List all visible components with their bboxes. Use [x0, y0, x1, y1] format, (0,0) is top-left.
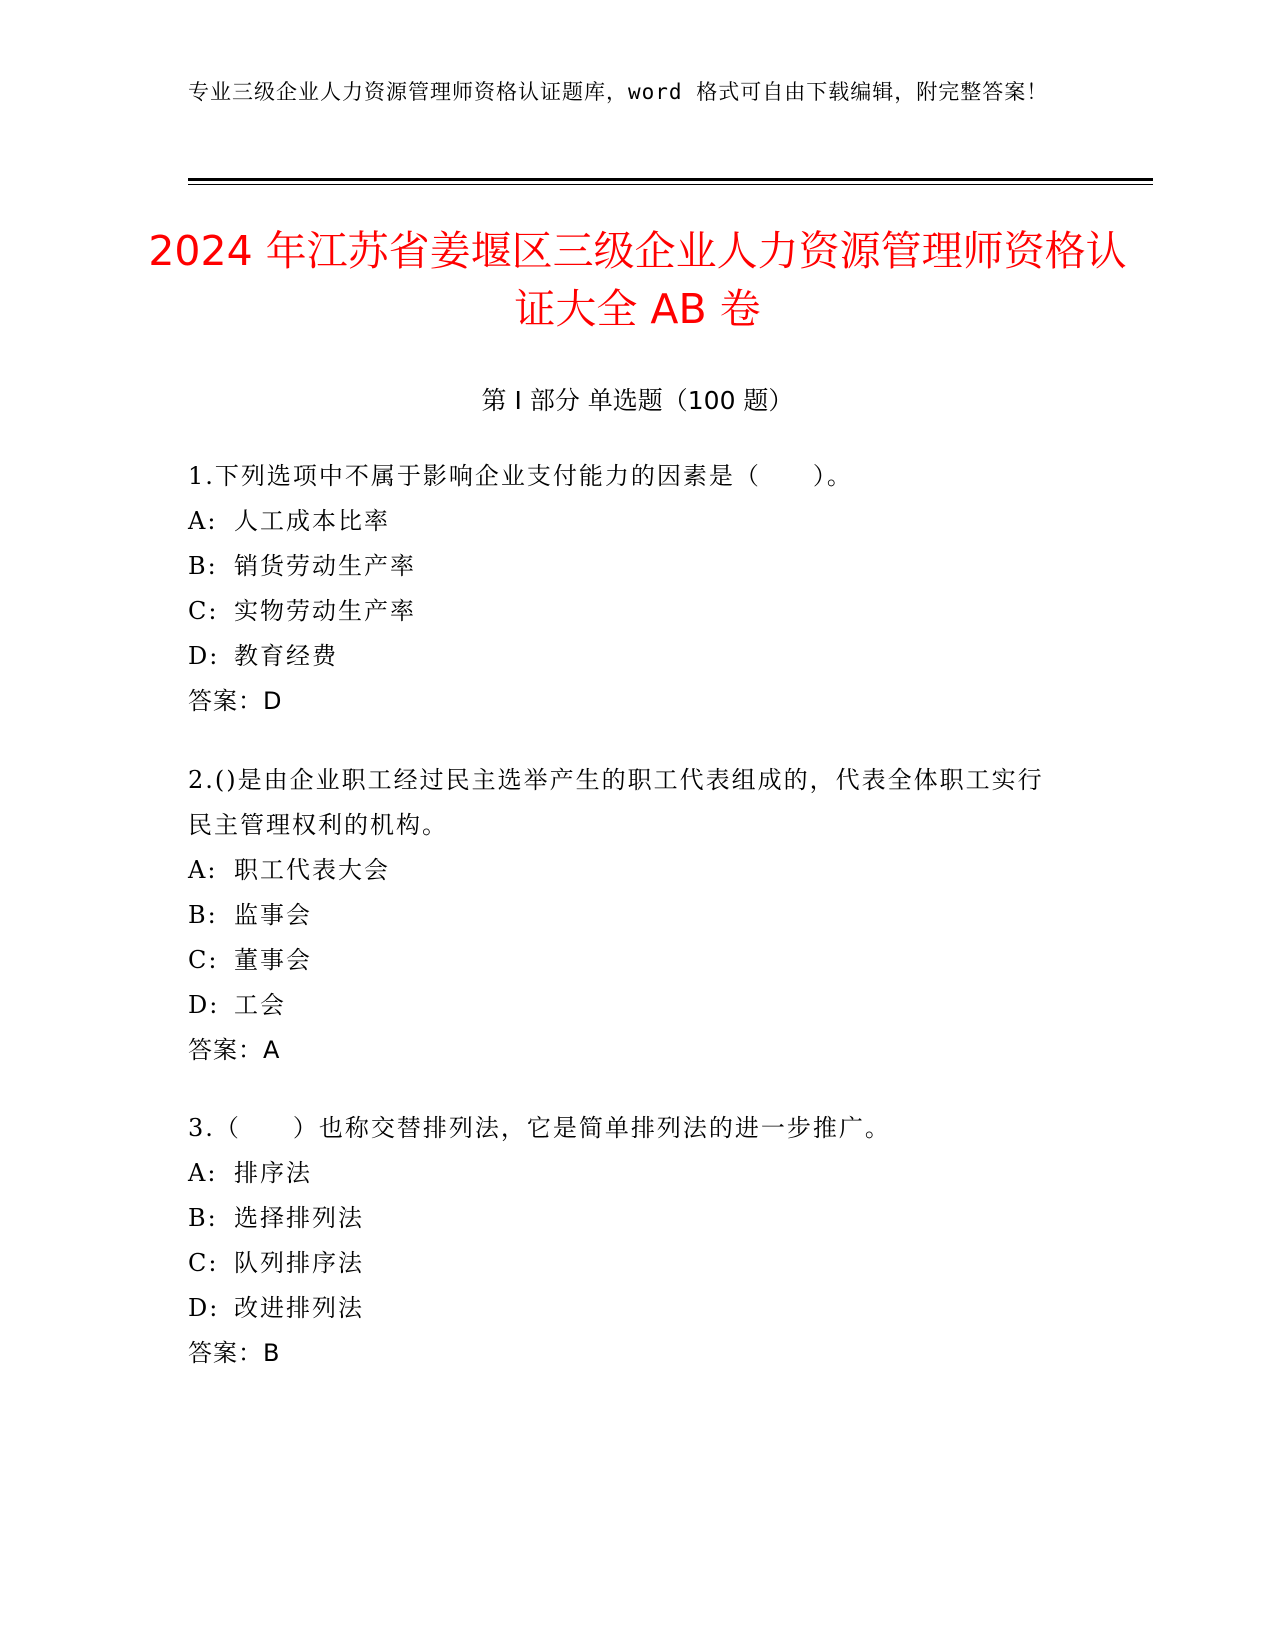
answer: 答案：B: [188, 1339, 281, 1367]
option-text: 排序法: [234, 1159, 312, 1187]
question-1: [188, 454, 1068, 724]
option-c: [188, 589, 1068, 634]
option-d: [188, 983, 1068, 1028]
option-text: 职工代表大会: [234, 856, 390, 884]
option-key: C:: [188, 1249, 219, 1277]
option-key: B:: [188, 552, 218, 580]
option-b: [188, 893, 1068, 938]
document-title: 2024 年江苏省姜堰区三级企业人力资源管理师资格认证大全 AB 卷: [148, 227, 1127, 333]
option-text: 实物劳动生产率: [234, 597, 416, 625]
question-stem: 1.下列选项中不属于影响企业支付能力的因素是（ ）。: [188, 462, 853, 490]
option-key: A:: [188, 507, 218, 535]
section-title: 第 I 部分 单选题（100 题）: [481, 386, 794, 415]
answer: 答案：D: [188, 687, 283, 715]
question-stem: 3.（ ）也称交替排列法，它是简单排列法的进一步推广。: [188, 1114, 891, 1142]
option-c: [188, 1241, 1068, 1286]
option-key: B:: [188, 1204, 218, 1232]
option-key: A:: [188, 1159, 218, 1187]
option-text: 董事会: [234, 946, 312, 974]
option-b: [188, 544, 1068, 589]
header-note: 专业三级企业人力资源管理师资格认证题库，word 格式可自由下载编辑，附完整答案！: [188, 80, 1049, 104]
option-d: [188, 1286, 1068, 1331]
question-2: [188, 758, 1068, 1073]
option-key: B:: [188, 901, 218, 929]
option-key: C:: [188, 946, 219, 974]
option-a: [188, 499, 1068, 544]
option-a: [188, 848, 1068, 893]
question-stem: 2.()是由企业职工经过民主选举产生的职工代表组成的，代表全体职工实行民主管理权利的机构。: [188, 766, 1044, 839]
option-text: 销货劳动生产率: [234, 552, 416, 580]
header-rule-thick: [188, 178, 1153, 181]
option-key: D:: [188, 1294, 220, 1322]
option-c: [188, 938, 1068, 983]
option-key: D:: [188, 642, 220, 670]
option-key: C:: [188, 597, 219, 625]
option-key: D:: [188, 991, 220, 1019]
question-3: [188, 1106, 1068, 1376]
option-text: 选择排列法: [234, 1204, 364, 1232]
option-text: 人工成本比率: [234, 507, 390, 535]
option-text: 改进排列法: [234, 1294, 364, 1322]
header-rule-thin: [188, 184, 1153, 185]
option-key: A:: [188, 856, 218, 884]
answer: 答案：A: [188, 1036, 281, 1064]
option-text: 工会: [234, 991, 286, 1019]
option-a: [188, 1151, 1068, 1196]
option-d: [188, 634, 1068, 679]
option-b: [188, 1196, 1068, 1241]
option-text: 监事会: [234, 901, 312, 929]
option-text: 教育经费: [234, 642, 338, 670]
option-text: 队列排序法: [234, 1249, 364, 1277]
